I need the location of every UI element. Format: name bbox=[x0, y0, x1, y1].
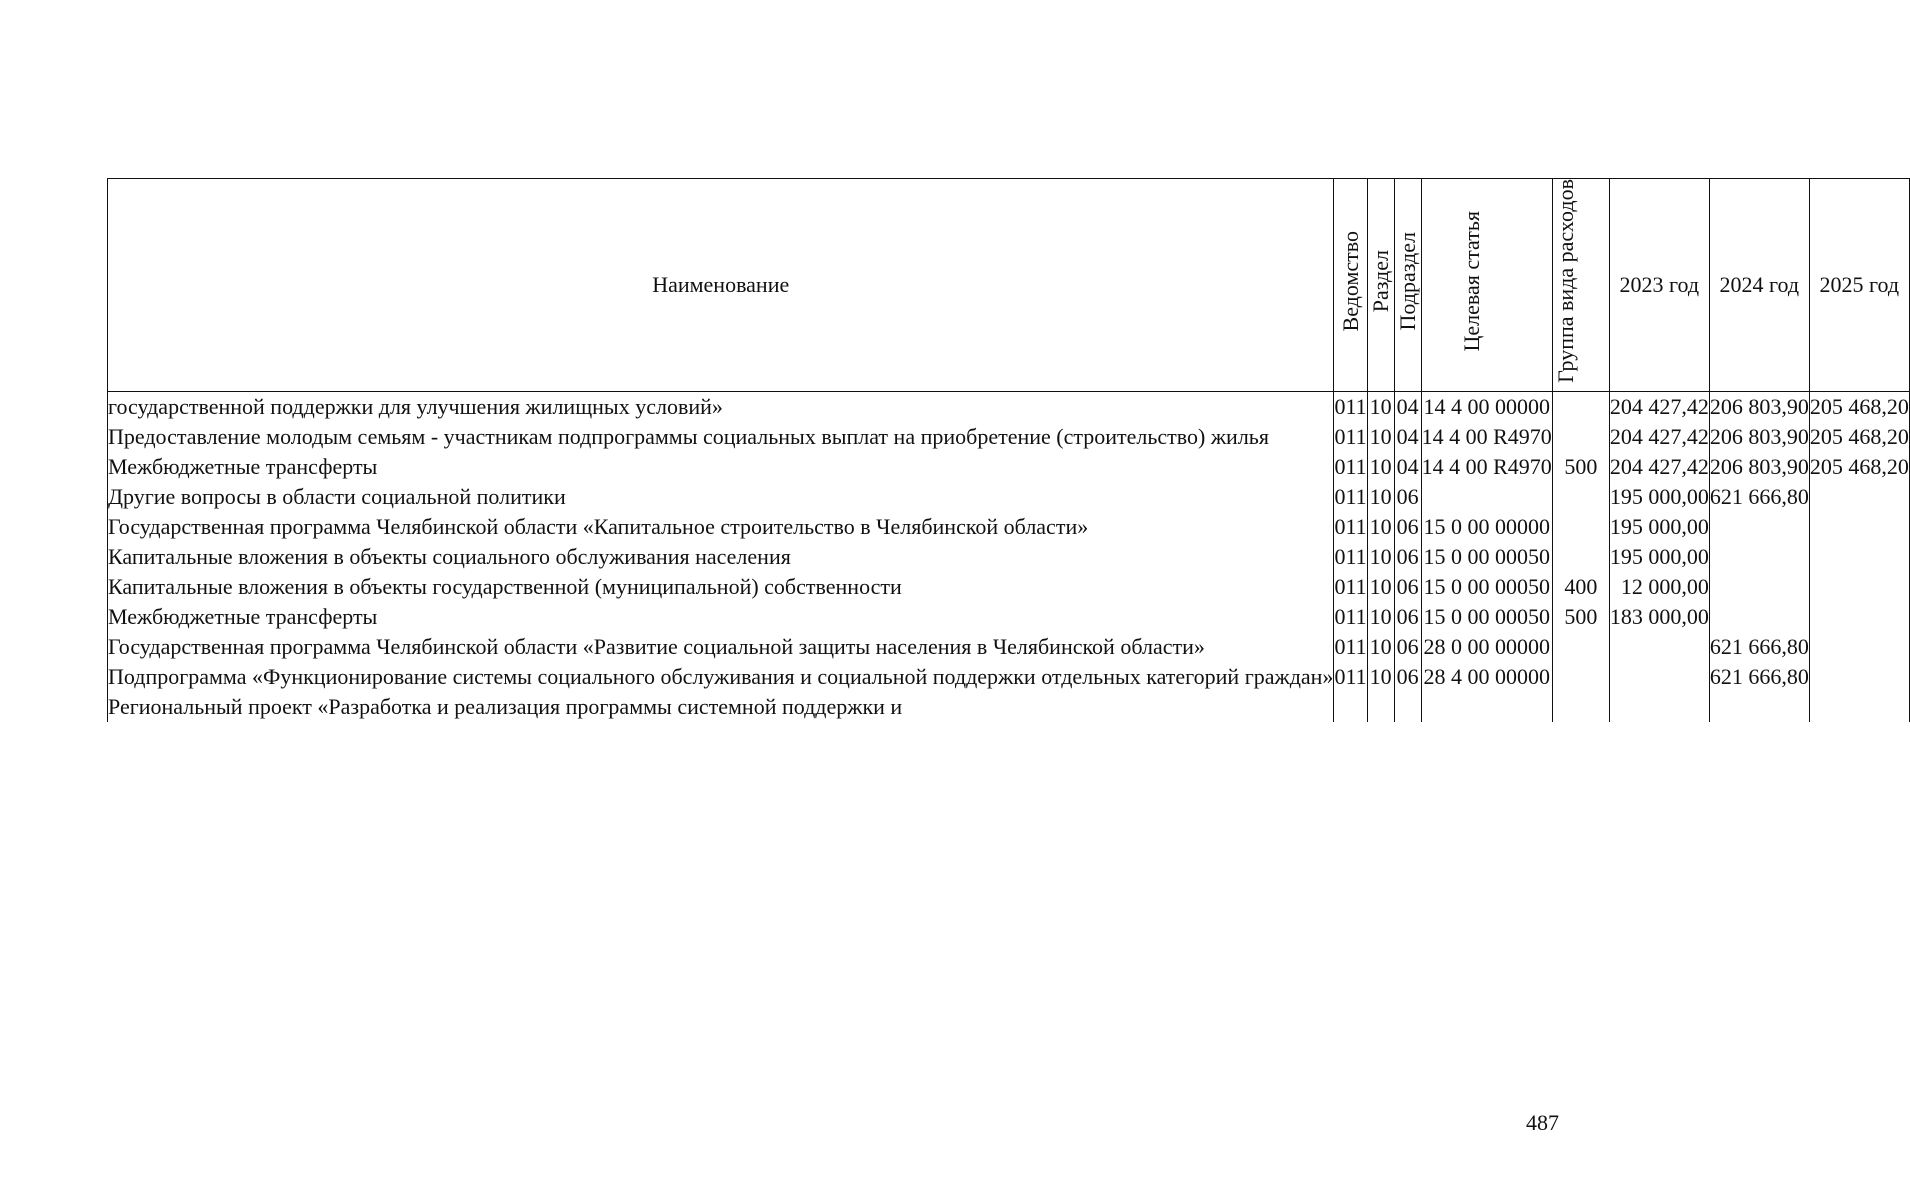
cell-y2025 bbox=[1809, 572, 1909, 602]
cell-y2025: 205 468,20 bbox=[1809, 391, 1909, 422]
cell-name: Государственная программа Челябинской области «Развитие социальной защиты населения в Челябинской области» bbox=[108, 632, 1334, 662]
cell-pod: 04 bbox=[1394, 422, 1421, 452]
cell-pod: 06 bbox=[1394, 632, 1421, 662]
cell-y2025 bbox=[1809, 662, 1909, 692]
cell-y2025: 205 468,20 bbox=[1809, 422, 1909, 452]
cell-pod: 06 bbox=[1394, 482, 1421, 512]
cell-grp bbox=[1552, 662, 1609, 692]
cell-pod: 06 bbox=[1394, 662, 1421, 692]
cell-name: Государственная программа Челябинской области «Капитальное строительство в Челябинской области» bbox=[108, 512, 1334, 542]
cell-y2024 bbox=[1709, 542, 1809, 572]
header-podrazdel: Подраздел bbox=[1394, 179, 1421, 392]
cell-name: Другие вопросы в области социальной политики bbox=[108, 482, 1334, 512]
cell-ved: 011 bbox=[1334, 482, 1367, 512]
cell-grp bbox=[1552, 422, 1609, 452]
cell-raz: 10 bbox=[1367, 452, 1394, 482]
cell-y2025 bbox=[1809, 512, 1909, 542]
cell-name: государственной поддержки для улучшения жилищных условий» bbox=[108, 391, 1334, 422]
cell-cel: 15 0 00 00000 bbox=[1421, 512, 1552, 542]
table-row bbox=[108, 391, 1910, 422]
cell-ved: 011 bbox=[1334, 602, 1367, 632]
cell-pod: 04 bbox=[1394, 452, 1421, 482]
cell-y2025 bbox=[1809, 692, 1909, 722]
cell-y2023: 195 000,00 bbox=[1609, 542, 1709, 572]
cell-y2024 bbox=[1709, 602, 1809, 632]
cell-cel bbox=[1421, 482, 1552, 512]
cell-grp: 400 bbox=[1552, 572, 1609, 602]
cell-y2024: 206 803,90 bbox=[1709, 452, 1809, 482]
cell-y2024 bbox=[1709, 572, 1809, 602]
header-gruppa: Группа вида расходов bbox=[1552, 179, 1609, 392]
cell-y2023: 204 427,42 bbox=[1609, 452, 1709, 482]
cell-y2023 bbox=[1609, 692, 1709, 722]
cell-ved: 011 bbox=[1334, 542, 1367, 572]
cell-pod: 06 bbox=[1394, 512, 1421, 542]
cell-raz: 10 bbox=[1367, 662, 1394, 692]
cell-raz: 10 bbox=[1367, 422, 1394, 452]
cell-y2023: 195 000,00 bbox=[1609, 482, 1709, 512]
cell-grp bbox=[1552, 391, 1609, 422]
table-row bbox=[108, 692, 1910, 722]
cell-y2025: 205 468,20 bbox=[1809, 452, 1909, 482]
cell-grp bbox=[1552, 542, 1609, 572]
cell-y2024: 206 803,90 bbox=[1709, 391, 1809, 422]
cell-cel: 14 4 00 00000 bbox=[1421, 391, 1552, 422]
cell-ved: 011 bbox=[1334, 632, 1367, 662]
cell-ved: 011 bbox=[1334, 662, 1367, 692]
cell-y2024 bbox=[1709, 512, 1809, 542]
cell-y2023 bbox=[1609, 632, 1709, 662]
header-vedomstvo: Ведомство bbox=[1334, 179, 1367, 392]
cell-pod: 06 bbox=[1394, 572, 1421, 602]
cell-y2024: 621 666,80 bbox=[1709, 632, 1809, 662]
cell-grp bbox=[1552, 512, 1609, 542]
cell-ved bbox=[1334, 692, 1367, 722]
cell-raz: 10 bbox=[1367, 391, 1394, 422]
cell-pod bbox=[1394, 692, 1421, 722]
table-row bbox=[108, 452, 1910, 482]
table-row bbox=[108, 632, 1910, 662]
cell-ved: 011 bbox=[1334, 512, 1367, 542]
cell-raz: 10 bbox=[1367, 482, 1394, 512]
cell-y2024 bbox=[1709, 692, 1809, 722]
header-razdel: Раздел bbox=[1367, 179, 1394, 392]
cell-y2023: 204 427,42 bbox=[1609, 391, 1709, 422]
cell-pod: 06 bbox=[1394, 602, 1421, 632]
cell-ved: 011 bbox=[1334, 572, 1367, 602]
cell-y2025 bbox=[1809, 482, 1909, 512]
table-row bbox=[108, 602, 1910, 632]
cell-grp: 500 bbox=[1552, 452, 1609, 482]
cell-y2024: 621 666,80 bbox=[1709, 662, 1809, 692]
cell-y2024: 206 803,90 bbox=[1709, 422, 1809, 452]
cell-pod: 04 bbox=[1394, 391, 1421, 422]
cell-cel: 28 4 00 00000 bbox=[1421, 662, 1552, 692]
cell-name: Подпрограмма «Функционирование системы социального обслуживания и социальной поддержки отдельных категорий граждан» bbox=[108, 662, 1334, 692]
cell-cel: 15 0 00 00050 bbox=[1421, 542, 1552, 572]
cell-y2023: 204 427,42 bbox=[1609, 422, 1709, 452]
cell-raz: 10 bbox=[1367, 542, 1394, 572]
cell-grp bbox=[1552, 632, 1609, 662]
cell-y2023: 183 000,00 bbox=[1609, 602, 1709, 632]
cell-raz: 10 bbox=[1367, 632, 1394, 662]
cell-raz: 10 bbox=[1367, 572, 1394, 602]
cell-y2023: 12 000,00 bbox=[1609, 572, 1709, 602]
cell-y2023: 195 000,00 bbox=[1609, 512, 1709, 542]
cell-cel bbox=[1421, 692, 1552, 722]
table-body bbox=[108, 391, 1910, 722]
cell-raz bbox=[1367, 692, 1394, 722]
cell-ved: 011 bbox=[1334, 422, 1367, 452]
cell-name: Межбюджетные трансферты bbox=[108, 602, 1334, 632]
header-name: Наименование bbox=[108, 179, 1334, 392]
cell-name: Межбюджетные трансферты bbox=[108, 452, 1334, 482]
cell-ved: 011 bbox=[1334, 452, 1367, 482]
header-2023: 2023 год bbox=[1609, 179, 1709, 392]
table-row bbox=[108, 482, 1910, 512]
cell-raz: 10 bbox=[1367, 602, 1394, 632]
budget-table bbox=[107, 178, 1910, 722]
table-row bbox=[108, 542, 1910, 572]
cell-raz: 10 bbox=[1367, 512, 1394, 542]
cell-name: Региональный проект «Разработка и реализация программы системной поддержки и bbox=[108, 692, 1334, 722]
cell-cel: 28 0 00 00000 bbox=[1421, 632, 1552, 662]
table-header bbox=[108, 179, 1910, 392]
cell-grp bbox=[1552, 692, 1609, 722]
header-2025: 2025 год bbox=[1809, 179, 1909, 392]
table-row bbox=[108, 662, 1910, 692]
cell-cel: 14 4 00 R4970 bbox=[1421, 452, 1552, 482]
page-number: 487 bbox=[1526, 1110, 1559, 1135]
table-row bbox=[108, 512, 1910, 542]
cell-name: Предоставление молодым семьям - участникам подпрограммы социальных выплат на приобретение (строительство) жилья bbox=[108, 422, 1334, 452]
cell-y2024: 621 666,80 bbox=[1709, 482, 1809, 512]
table-row bbox=[108, 572, 1910, 602]
table-row bbox=[108, 422, 1910, 452]
header-2024: 2024 год bbox=[1709, 179, 1809, 392]
cell-grp: 500 bbox=[1552, 602, 1609, 632]
cell-cel: 15 0 00 00050 bbox=[1421, 602, 1552, 632]
cell-cel: 15 0 00 00050 bbox=[1421, 572, 1552, 602]
cell-grp bbox=[1552, 482, 1609, 512]
cell-y2025 bbox=[1809, 602, 1909, 632]
cell-cel: 14 4 00 R4970 bbox=[1421, 422, 1552, 452]
cell-name: Капитальные вложения в объекты государственной (муниципальной) собственности bbox=[108, 572, 1334, 602]
cell-name: Капитальные вложения в объекты социального обслуживания населения bbox=[108, 542, 1334, 572]
header-celevaya: Целевая статья bbox=[1421, 179, 1552, 392]
cell-pod: 06 bbox=[1394, 542, 1421, 572]
cell-y2025 bbox=[1809, 542, 1909, 572]
cell-y2023 bbox=[1609, 662, 1709, 692]
cell-ved: 011 bbox=[1334, 391, 1367, 422]
cell-y2025 bbox=[1809, 632, 1909, 662]
